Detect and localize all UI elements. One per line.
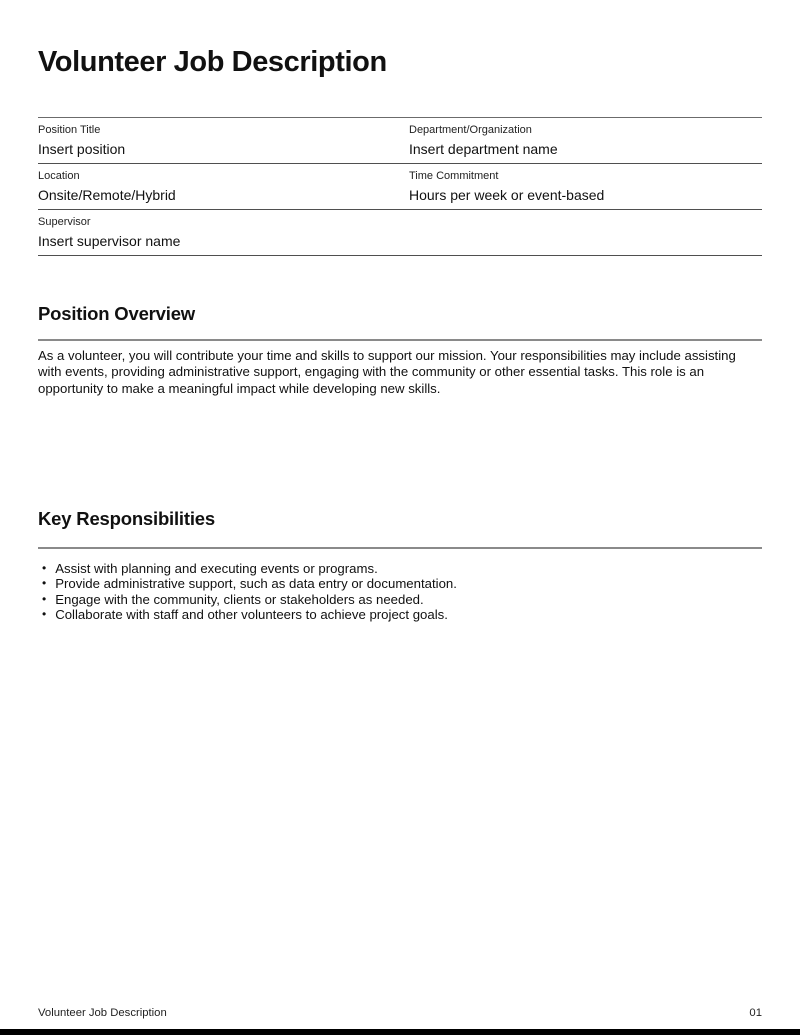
footer-accent-bar: [0, 1029, 800, 1035]
field-location: [38, 164, 409, 210]
field-label: Department/Organization: [409, 124, 532, 136]
field-value: Hours per week or event-based: [409, 187, 605, 203]
field-label: Location: [38, 170, 80, 182]
field-value: Insert department name: [409, 141, 558, 157]
list-item: [38, 576, 762, 591]
bullet-icon: •: [42, 607, 47, 622]
list-item: [38, 607, 762, 622]
section-key-responsibilities: [38, 508, 762, 623]
page-title: Volunteer Job Description: [38, 46, 387, 79]
bullet-icon: •: [42, 576, 47, 591]
list-item: [38, 561, 762, 576]
list-item-text: Provide administrative support, such as data entry or documentation.: [55, 576, 457, 592]
field-label: Position Title: [38, 124, 101, 136]
list-item: [38, 592, 762, 607]
field-value: Insert position: [38, 141, 126, 157]
responsibilities-list: [38, 561, 762, 623]
field-position-title: [38, 118, 409, 164]
section-heading: Key Responsibilities: [38, 508, 215, 529]
field-supervisor: [38, 210, 762, 256]
section-divider: [38, 547, 762, 549]
section-position-overview: [38, 303, 762, 410]
bullet-icon: •: [42, 561, 47, 575]
list-item-text: Assist with planning and executing events or programs.: [55, 561, 378, 576]
field-time-commitment: [409, 164, 762, 210]
field-department: [409, 118, 762, 164]
field-value: Insert supervisor name: [38, 233, 181, 249]
field-value: Onsite/Remote/Hybrid: [38, 187, 176, 203]
section-divider: [38, 339, 762, 341]
list-item-text: Collaborate with staff and other volunteers to achieve project goals.: [55, 607, 448, 623]
field-table: [38, 117, 762, 256]
list-item-text: Engage with the community, clients or stakeholders as needed.: [55, 591, 424, 607]
bullet-icon: •: [42, 591, 47, 606]
overview-paragraph: As a volunteer, you will contribute your time and skills to support our mission. Your responsibilities may include assisting with events, providing administrative support, engaging with the community or other essential tasks. This role is an opportunity to make a meaningful impact while developing new skills.: [38, 348, 736, 396]
footer-title: Volunteer Job Description: [38, 1007, 167, 1019]
field-label: Time Commitment: [409, 170, 499, 182]
footer-page-number: 01: [749, 1007, 762, 1019]
field-label: Supervisor: [38, 216, 91, 228]
page-footer: [38, 1007, 762, 1019]
section-heading: Position Overview: [38, 303, 195, 324]
